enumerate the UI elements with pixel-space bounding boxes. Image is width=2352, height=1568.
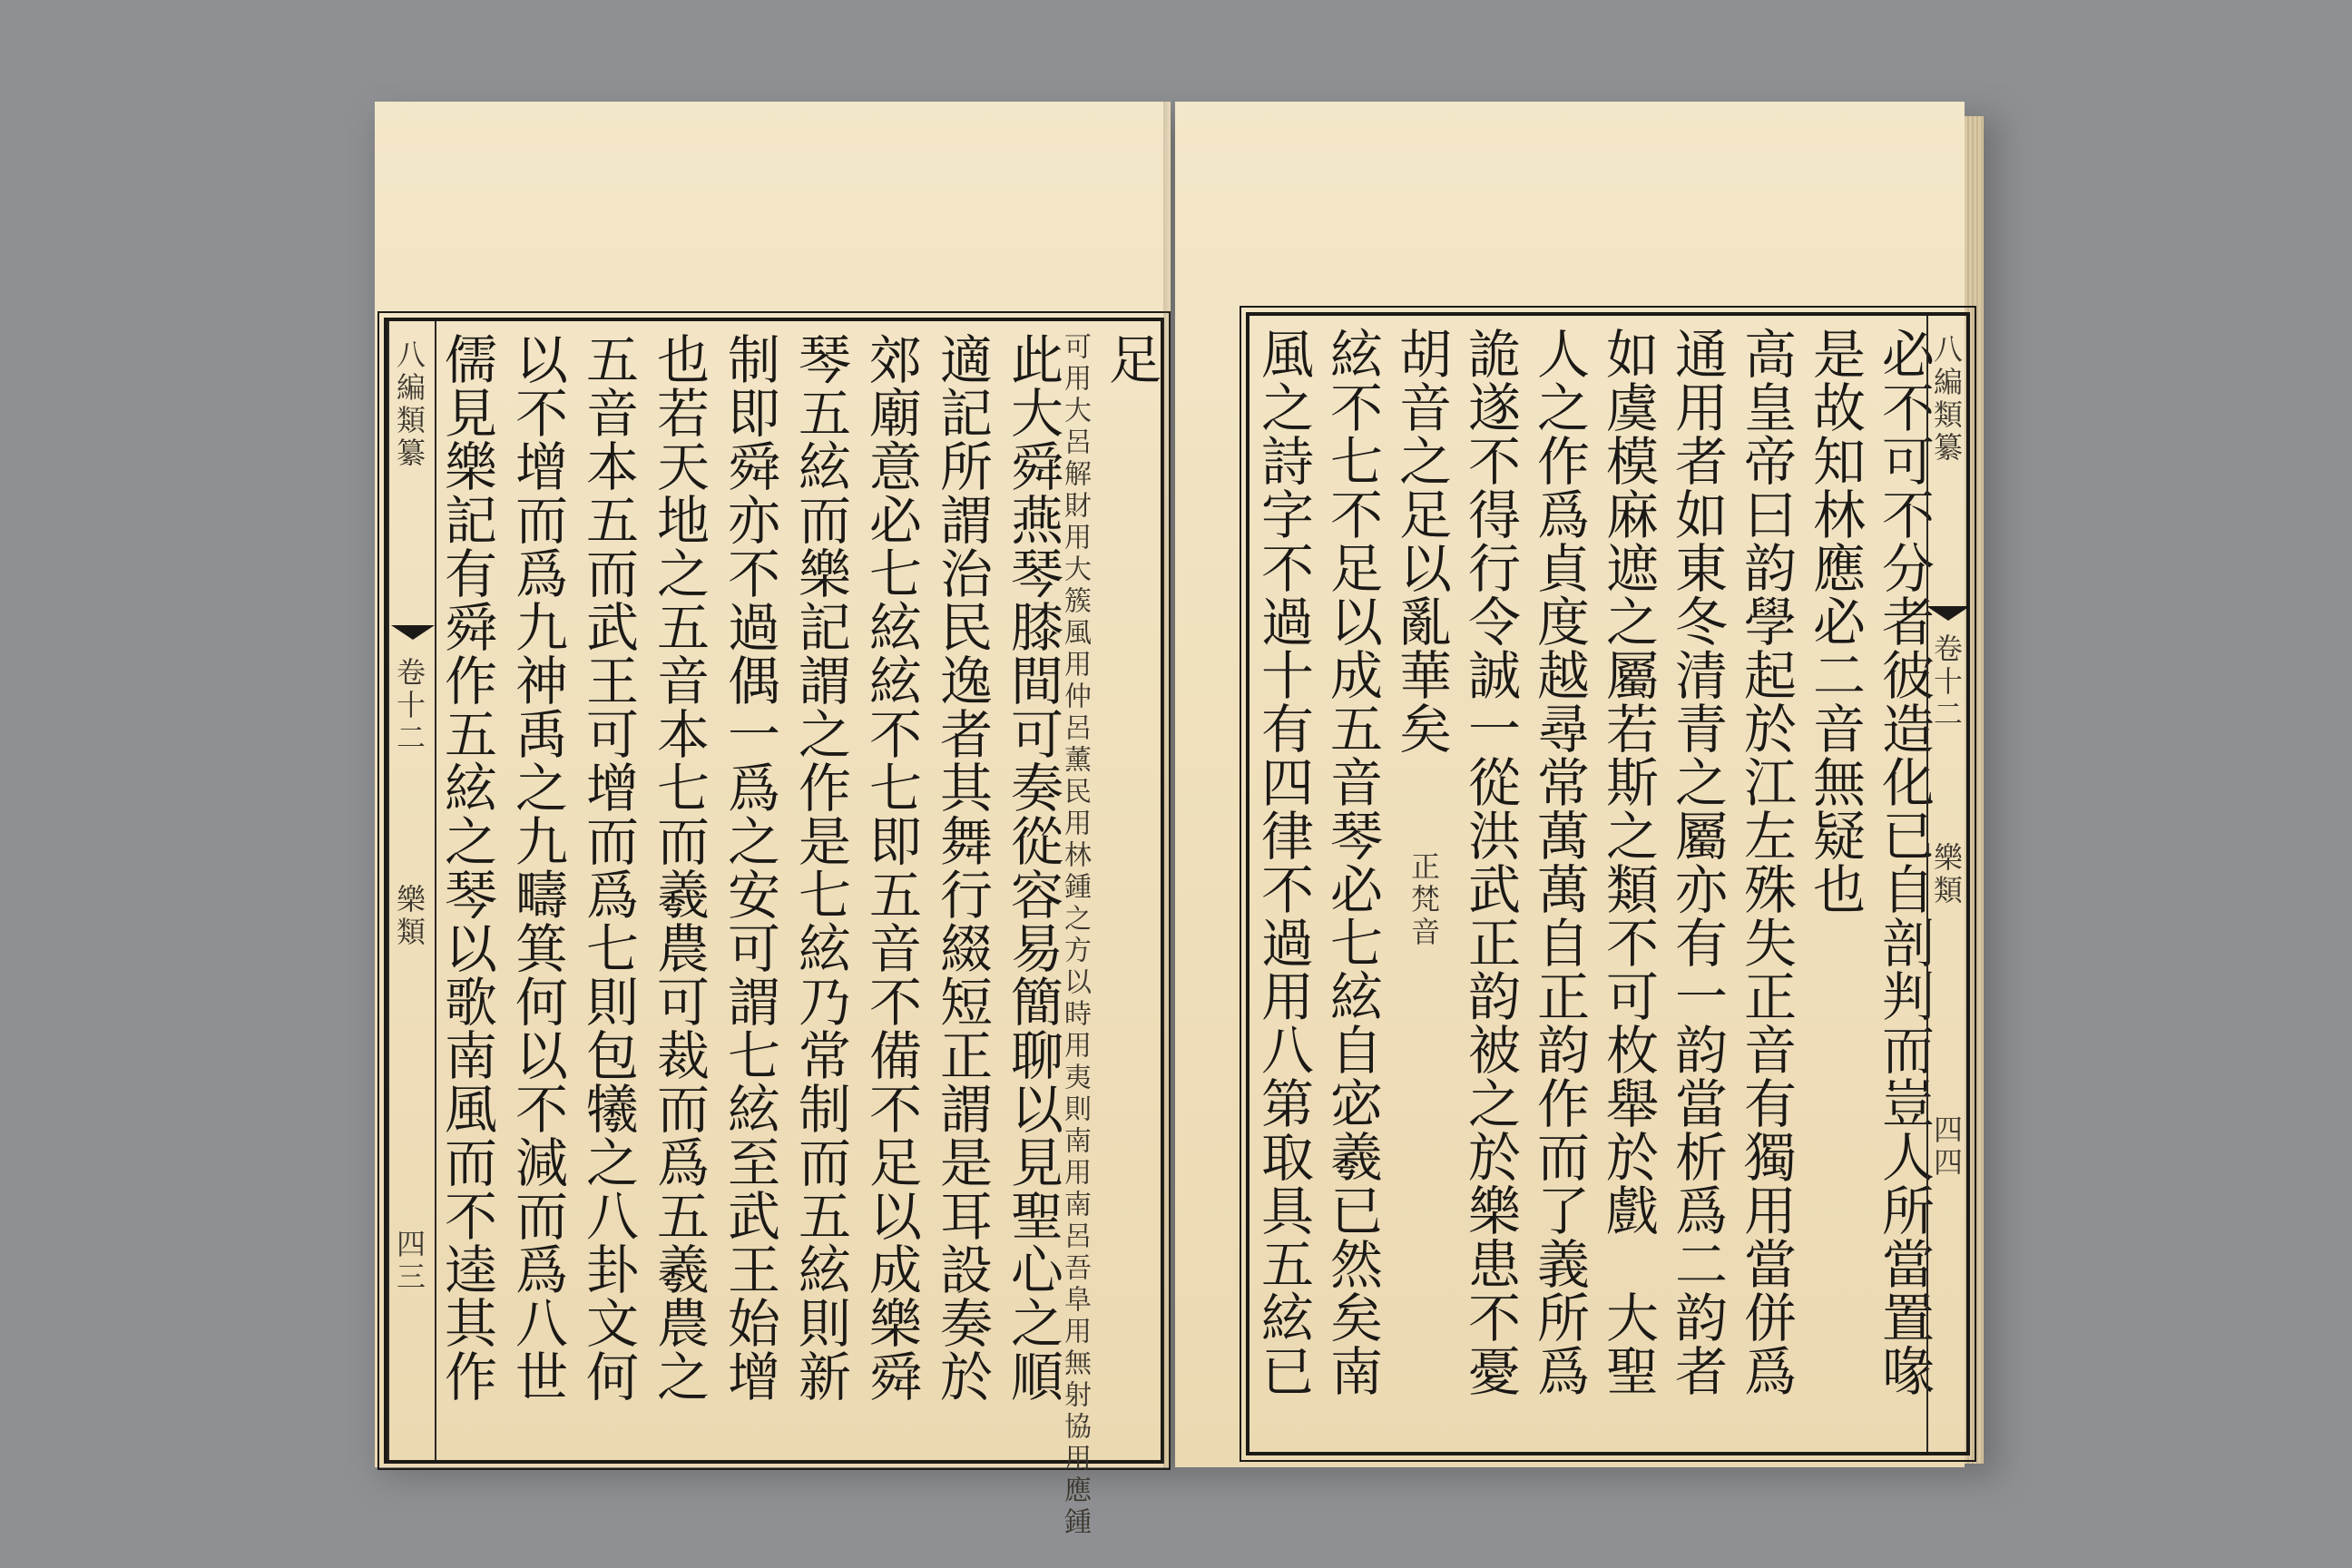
text-column: 如虞模麻遮之屬若斯之類不可枚舉於戲 大聖 xyxy=(1597,327,1659,1397)
right-page xyxy=(1175,102,1965,1467)
margin-section: 樂類 xyxy=(392,884,426,949)
margin-folio: 四四 xyxy=(1929,1114,1964,1180)
text-column: 通用者如東冬清青之屬亦有一韵當析爲二韵者 xyxy=(1666,327,1728,1397)
text-column: 琴五絃而樂記謂之作是七絃乃常制而五絃則新 xyxy=(789,332,851,1403)
text-column: 足 xyxy=(1100,332,1161,386)
right-page-fishtail-margin xyxy=(1926,316,1968,1452)
text-column: 制即舜亦不過偶一爲之安可謂七絃至武王始增 xyxy=(719,332,780,1403)
right-text-frame xyxy=(1246,312,1970,1455)
text-column: 人之作爲貞度越尋常萬萬自正韵作而了義所爲 xyxy=(1528,327,1590,1397)
margin-title: 八編類纂 xyxy=(1929,334,1964,465)
text-column: 是故知林應必二音無疑也 xyxy=(1804,327,1866,916)
annotation-text: 正梵音 xyxy=(1406,851,1441,949)
left-text-frame xyxy=(384,318,1164,1539)
text-column: 也若天地之五音本七而羲農可裁而爲五羲農之 xyxy=(648,332,710,1403)
margin-folio: 四三 xyxy=(392,1229,426,1294)
margin-volume: 卷十二 xyxy=(392,657,426,755)
left-page-fishtail-margin xyxy=(387,321,436,1460)
annotation-column: 可用大呂解財用大簇風用仲呂薰民用林鍾之方以時用夷則南用南呂吾阜用無射協用應鍾 xyxy=(1059,332,1091,1539)
text-column: 胡音之足以亂華矣 xyxy=(1390,327,1452,755)
text-column: 風之詩字不過十有四律不過用八第取具五絃已 xyxy=(1252,327,1314,1397)
text-column: 此大舜燕琴膝間可奏從容易簡聊以見聖心之順 xyxy=(1002,332,1063,1403)
fishtail-mark xyxy=(1926,606,1970,621)
text-column: 郊廟意必七絃絃不七即五音不備不足以成樂舜 xyxy=(860,332,922,1403)
margin-section: 樂類 xyxy=(1929,842,1964,907)
fishtail-mark xyxy=(391,625,435,640)
text-column: 高皇帝曰韵學起於江左殊失正音有獨用當併爲 xyxy=(1735,327,1797,1397)
text-column: 儒見樂記有舜作五絃之琴以歌南風而不逵其作 xyxy=(436,332,497,1403)
margin-volume: 卷十二 xyxy=(1929,633,1964,731)
text-column: 以不增而爲九神禹之九疇箕何以不減而爲八世 xyxy=(506,332,568,1403)
text-column: 絃不七不足以成五音琴必七絃自宓羲已然矣南 xyxy=(1321,327,1383,1397)
text-column: 詭遂不得行令誠一從洪武正韵被之於樂患不憂 xyxy=(1459,327,1521,1397)
text-column: 適記所謂治民逸者其舞行綴短正謂是耳設奏於 xyxy=(931,332,993,1403)
left-page xyxy=(375,102,1171,1539)
margin-title: 八編類纂 xyxy=(392,339,426,470)
text-column: 五音本五而武王可增而爲七則包犧之八卦文何 xyxy=(577,332,639,1403)
text-column: 必不可不分者彼造化已自剖判而豈人所當置喙 xyxy=(1873,327,1935,1397)
